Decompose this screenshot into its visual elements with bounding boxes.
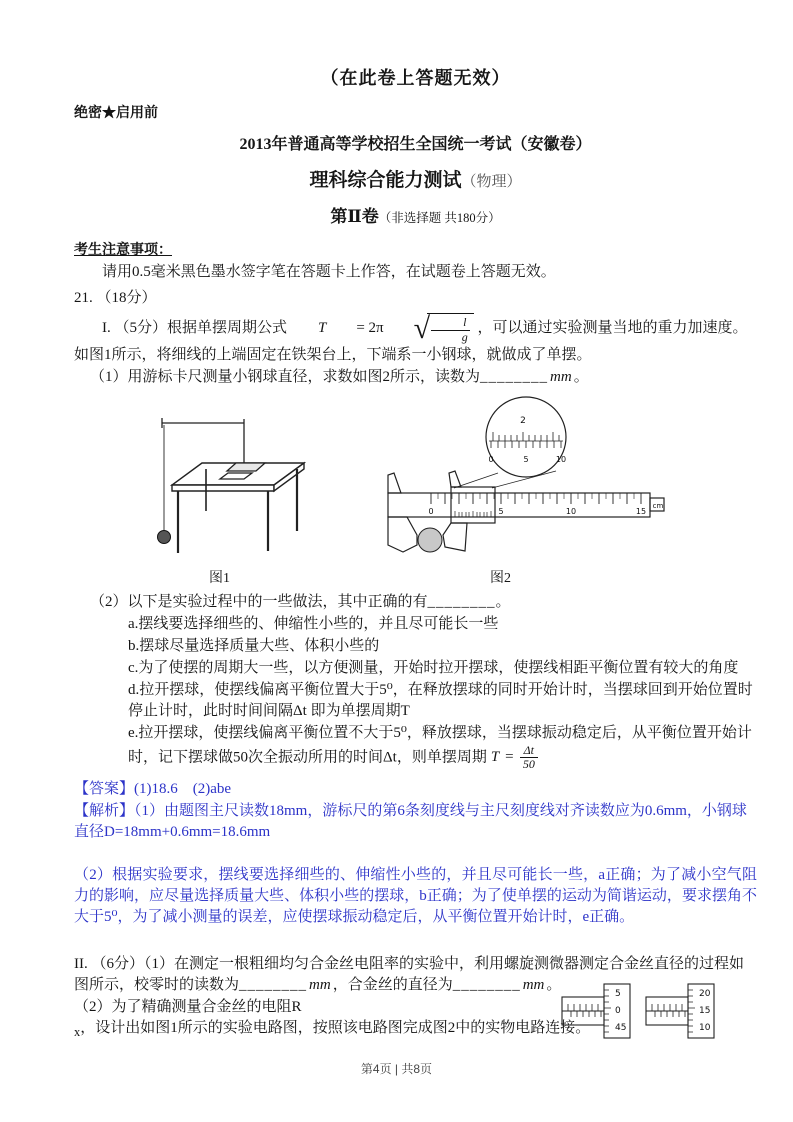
thimble-number: 15 [699, 1006, 711, 1017]
micrometer-right-illustration [643, 974, 717, 1048]
unit-mm: mm [522, 977, 545, 994]
volume-title: 第Ⅱ卷 [330, 207, 379, 226]
fraction-l-over-g [431, 316, 470, 345]
resistance-subscript: x [74, 1025, 81, 1040]
q22-part2-rest: ，设计出如图1所示的实验电路图，按照该电路图完成图2中的实物电路连接。 [80, 1020, 591, 1037]
subject-heading [74, 170, 757, 193]
option-b: b.摆球尽量选择质量大些、体积小些的 [128, 637, 380, 654]
inset-vernier-0: 0 [488, 454, 494, 464]
inset-main-scale-label: 2 [520, 415, 526, 426]
options-answer-blank: ________ [427, 593, 496, 610]
thimble-number: 5 [615, 989, 621, 1000]
fraction-dt-over-50 [520, 744, 538, 773]
inset-vernier-10: 10 [555, 454, 567, 464]
radical-sign: √ [413, 311, 431, 345]
pendulum-illustration [132, 413, 307, 565]
period-equation [491, 744, 538, 773]
answer-line: 【答案】(1)18.6 (2)abe [74, 781, 232, 798]
unit-mm: mm [550, 368, 572, 385]
figure2-caption: 图2 [490, 570, 511, 586]
figure-2-caliper [333, 395, 668, 589]
q22-part1-text: II. （6分）（1）在测定一根粗细均匀合金丝电阻率的实验中，利用螺旋测微器测定合金丝直径的过程如图所示，校零时的读数为 [74, 956, 744, 994]
slider-lower-jaw [443, 523, 467, 551]
magnifier-circle [486, 397, 566, 477]
q22-part1-period: 。 [546, 977, 562, 994]
scale-unit-cm: cm [652, 501, 664, 510]
q21-item2-text: （2）以下是实验过程中的一些做法，其中正确的有 [90, 593, 428, 610]
slider-upper-jaw [449, 471, 461, 487]
option-e-text: e.拉开摆球，使摆线偏离平衡位置不大于5⁰，释放摆球，当摆球振动稳定后，从平衡位置开始计时，记下摆球做50次全振动所用的时间Δt，则单摆周期 [128, 724, 752, 766]
q21-part1-intro [74, 313, 757, 366]
fixed-lower-jaw [388, 517, 417, 552]
unit-mm: mm [309, 977, 331, 994]
formula-variable-T: T [318, 320, 327, 337]
eq-equals: = [505, 749, 514, 766]
pendulum-period-formula [290, 313, 474, 345]
analysis-paragraph-2: （2）根据实验要求，摆线要选择细些的、伸缩性小些的，并且尽可能长一些，a正确；为了减小空气阻力的影响，应尽量选择质量大些、体积小些的摆球，b正确；为了使单摆的运动为简谐运动，要求摆角不大于5⁰，为了减小测量的误差，应使摆球振动稳定后，从平衡位置开始计时，e正确。 [74, 867, 757, 926]
scale-label-0: 0 [428, 506, 434, 516]
q21-intro-lead: I. （5分）根据单摆周期公式 [102, 320, 287, 337]
option-e [74, 723, 757, 773]
option-d: d.拉开摆球，使摆线偏离平衡位置大于5⁰，在释放摆球的同时开始计时，当摆球回到开始位置时停止计时，此时时间间隔Δt 即为单摆周期T [128, 681, 753, 719]
subject-note: （物理） [461, 174, 522, 190]
radicand [427, 313, 474, 345]
page-number-footer: 第4页 | 共8页 [360, 1062, 433, 1076]
analysis-paragraph-1: 【解析】（1）由题图主尺读数18mm，游标尺的第6条刻度线与主尺刻度线对齐读数应为0.6mm，小钢球直径D=18mm+0.6mm=18.6mm [74, 803, 747, 841]
thimble-number: 20 [699, 989, 711, 1000]
question-22 [74, 954, 757, 1066]
option-c: c.为了使摆的周期大一些，以方便测量，开始时拉开摆球，使摆线相距平衡位置有较大的角度 [128, 659, 739, 676]
fixed-upper-jaw [388, 473, 401, 493]
subject-name: 理科综合能力测试 [309, 170, 462, 191]
thimble-number: 0 [615, 1006, 621, 1017]
inset-vernier-5: 5 [523, 454, 529, 464]
figure1-caption: 图1 [209, 570, 230, 586]
micrometer-figures [559, 974, 717, 1048]
reading-answer-blank: ________ [480, 368, 549, 385]
notes-body: 请用0.5毫米黑色墨水签字笔在答题卡上作答，在试题卷上答题无效。 [102, 264, 556, 280]
answer-invalid-notice: （在此卷上答题无效） [320, 68, 511, 88]
question-21-number: 21. （18分） [74, 290, 157, 306]
notes-heading [74, 240, 757, 261]
figure-1-pendulum [132, 413, 307, 589]
scale-label-5: 5 [498, 506, 504, 516]
eq-denominator: 50 [522, 757, 535, 772]
fraction-denominator: g [461, 329, 468, 344]
scale-label-10: 10 [565, 506, 577, 516]
q21-item2 [74, 592, 757, 613]
thimble-number: 45 [615, 1023, 627, 1034]
vernier-caliper-illustration [333, 395, 668, 565]
q21-item1-period: 。 [573, 368, 589, 385]
confidential-label: 绝密★启用前 [74, 106, 158, 121]
volume-note: （非选择题 共180分） [378, 211, 501, 225]
q22-part2-lead: （2）为了精确测量合金丝的电阻R [74, 999, 302, 1016]
eq-variable-T: T [490, 749, 500, 766]
pendulum-ball [158, 530, 171, 543]
q21-item2-period: 。 [495, 593, 511, 610]
zero-reading-blank: ________ [239, 977, 308, 994]
volume-heading [74, 206, 757, 229]
scale-label-15: 15 [635, 506, 647, 516]
q22-part1-mid: ，合金丝的直径为 [332, 977, 453, 994]
thimble-number: 10 [699, 1023, 711, 1034]
eq-numerator: Δt [520, 744, 538, 759]
fraction-numerator: l [431, 316, 470, 331]
micrometer-left-illustration [559, 974, 633, 1048]
steel-ball [418, 528, 442, 552]
q21-intro-rest: ，可以通过实验测量当地的重力加速度。如图1所示，将细线的上端固定在铁架台上，下端系一小钢球，就做成了单摆。 [74, 320, 748, 363]
diameter-blank: ________ [452, 977, 521, 994]
caliper-scale-labels [428, 416, 663, 516]
exam-title: 2013年普通高等学校招生全国统一考试（安徽卷） [239, 136, 592, 153]
notes-label: 考生注意事项： [74, 243, 172, 258]
formula-equals: = 2π [356, 320, 384, 337]
q21-item1 [74, 367, 757, 388]
option-a: a.摆线要选择细些的、伸缩性小些的，并且尽可能长一些 [128, 615, 499, 632]
q21-item1-text: （1）用游标卡尺测量小钢球直径，求数如图2所示，读数为 [90, 368, 481, 385]
figures-row [74, 395, 757, 589]
